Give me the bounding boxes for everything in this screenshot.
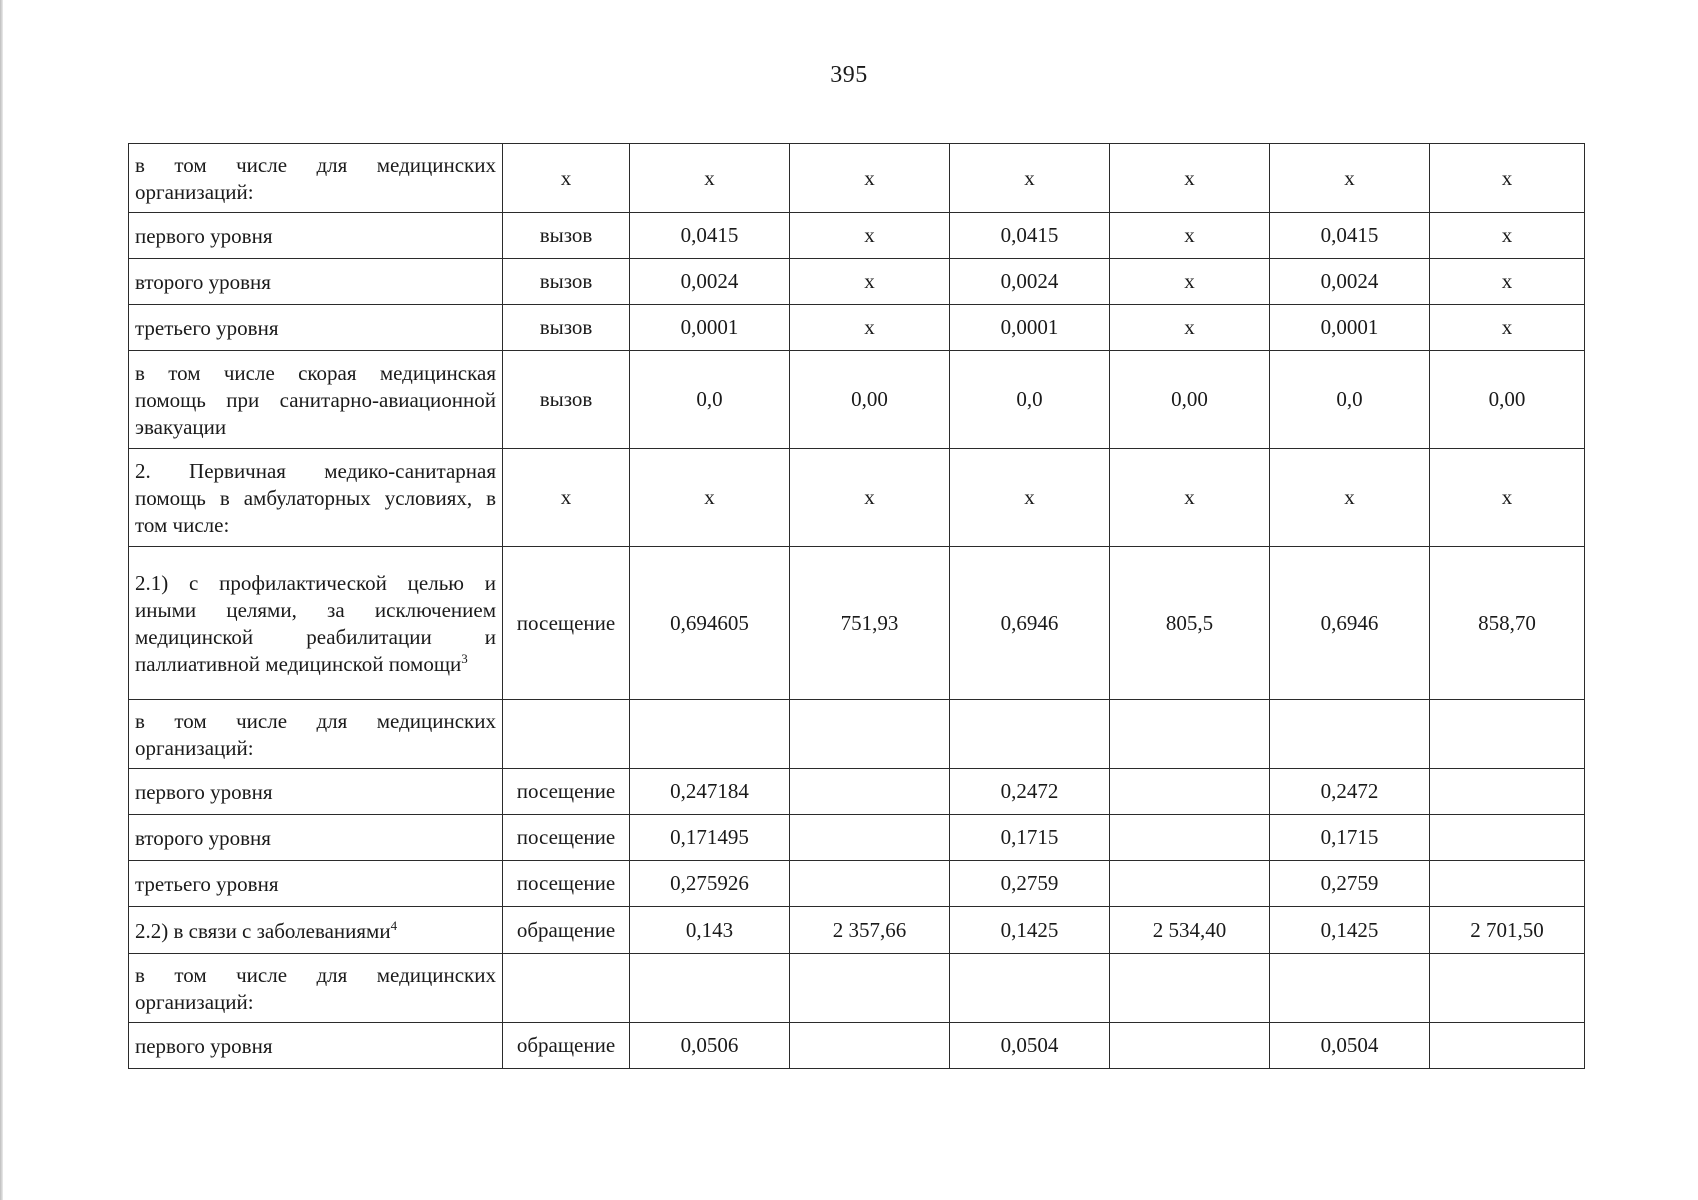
value-cell: 0,2472 [1270,769,1430,815]
value-cell: 0,0415 [630,213,790,259]
value-cell: 805,5 [1110,547,1270,700]
unit-cell: посещение [503,815,630,861]
row-name-cell [129,259,503,305]
row-name: 2.2) в связи с заболеваниями [135,918,391,943]
value-cell: 751,93 [790,547,950,700]
value-cell: х [790,213,950,259]
table-row [129,907,1585,954]
value-cell: 2 534,40 [1110,907,1270,954]
value-cell: 0,2759 [1270,861,1430,907]
unit-cell: обращение [503,907,630,954]
row-name-cell [129,305,503,351]
value-cell: 0,247184 [630,769,790,815]
unit-cell: вызов [503,351,630,449]
value-cell: х [1270,449,1430,547]
row-name: в том числе скорая медицинская помощь при санитарно-авиационной эвакуации [135,361,496,439]
value-cell [790,954,950,1023]
row-name: первого уровня [135,224,273,248]
value-cell: 0,0 [1270,351,1430,449]
table-row [129,861,1585,907]
table-row [129,305,1585,351]
value-cell: х [1270,144,1430,213]
value-cell [1110,769,1270,815]
unit-cell: х [503,449,630,547]
value-cell [1430,861,1585,907]
row-name-cell [129,1023,503,1069]
unit-cell [503,954,630,1023]
unit-cell: х [503,144,630,213]
value-cell [1270,700,1430,769]
unit-cell [503,700,630,769]
unit-cell: вызов [503,305,630,351]
value-cell [1110,700,1270,769]
footnote-marker: 3 [461,651,468,666]
row-name: первого уровня [135,1034,273,1058]
value-cell: 0,143 [630,907,790,954]
value-cell: 0,00 [1430,351,1585,449]
row-name: третьего уровня [135,316,279,340]
table-row [129,1023,1585,1069]
unit-cell: посещение [503,547,630,700]
row-name-cell [129,954,503,1023]
page-edge [0,0,3,1200]
value-cell: 0,0024 [950,259,1110,305]
value-cell: 0,0504 [1270,1023,1430,1069]
value-cell: х [1430,144,1585,213]
table-row [129,259,1585,305]
value-cell [1270,954,1430,1023]
value-cell [1110,861,1270,907]
value-cell: 0,0001 [630,305,790,351]
value-cell: 0,1715 [1270,815,1430,861]
value-cell: х [950,144,1110,213]
row-name-cell [129,144,503,213]
value-cell [1110,815,1270,861]
value-cell [1430,815,1585,861]
value-cell: х [1430,449,1585,547]
value-cell: х [1110,305,1270,351]
value-cell: 0,0504 [950,1023,1110,1069]
footnote-marker: 4 [390,917,398,933]
value-cell: 0,1425 [1270,907,1430,954]
row-name: второго уровня [135,826,271,850]
value-cell: 0,0001 [950,305,1110,351]
value-cell: 0,00 [1110,351,1270,449]
norms-table [128,143,1585,1069]
row-name-cell [129,815,503,861]
value-cell: х [790,305,950,351]
value-cell [790,700,950,769]
value-cell: х [950,449,1110,547]
value-cell: 0,00 [790,351,950,449]
value-cell [950,700,1110,769]
value-cell: 0,6946 [950,547,1110,700]
value-cell: 0,0 [630,351,790,449]
row-name: в том числе для медицинских организаций: [135,709,496,760]
value-cell: 858,70 [1430,547,1585,700]
table-row [129,213,1585,259]
value-cell: 0,0415 [1270,213,1430,259]
row-name: первого уровня [135,780,273,804]
row-name-cell [129,547,503,700]
row-name-cell [129,449,503,547]
value-cell: 0,0415 [950,213,1110,259]
row-name: третьего уровня [135,872,279,896]
value-cell [1430,1023,1585,1069]
row-name: второго уровня [135,270,271,294]
row-name-cell [129,213,503,259]
value-cell: 0,171495 [630,815,790,861]
table-row [129,769,1585,815]
value-cell: х [1430,213,1585,259]
value-cell: 0,275926 [630,861,790,907]
value-cell [1430,769,1585,815]
row-name: 2.1) с профилактической целью и иными целями, за исключением медицинской реабилитации и паллиативной медицинской помощи [135,571,496,676]
value-cell: 2 357,66 [790,907,950,954]
table-row [129,700,1585,769]
row-name: 2. Первичная медико-санитарная помощь в амбулаторных условиях, в том числе: [135,459,496,537]
table-row [129,144,1585,213]
unit-cell: обращение [503,1023,630,1069]
value-cell: 0,1715 [950,815,1110,861]
value-cell [950,954,1110,1023]
unit-cell: вызов [503,259,630,305]
value-cell: 0,0506 [630,1023,790,1069]
value-cell: 0,1425 [950,907,1110,954]
table-row [129,449,1585,547]
value-cell: 0,2472 [950,769,1110,815]
value-cell [790,815,950,861]
value-cell: х [1110,449,1270,547]
table-row [129,954,1585,1023]
value-cell: х [1110,259,1270,305]
row-name-cell [129,907,503,954]
row-name-cell [129,351,503,449]
value-cell: 2 701,50 [1430,907,1585,954]
value-cell: х [630,144,790,213]
value-cell [1430,954,1585,1023]
value-cell: 0,0024 [630,259,790,305]
value-cell: х [1430,259,1585,305]
unit-cell: посещение [503,769,630,815]
value-cell: 0,6946 [1270,547,1430,700]
value-cell: 0,694605 [630,547,790,700]
unit-cell: посещение [503,861,630,907]
value-cell: 0,0 [950,351,1110,449]
value-cell: х [1430,305,1585,351]
value-cell: х [790,449,950,547]
value-cell: х [790,144,950,213]
value-cell [1430,700,1585,769]
value-cell: 0,2759 [950,861,1110,907]
page-number: 395 [830,62,868,88]
unit-cell: вызов [503,213,630,259]
row-name: в том числе для медицинских организаций: [135,153,496,204]
value-cell: х [630,449,790,547]
table-row [129,351,1585,449]
table-row [129,547,1585,700]
value-cell [790,769,950,815]
row-name-cell [129,769,503,815]
value-cell [1110,1023,1270,1069]
value-cell: 0,0001 [1270,305,1430,351]
value-cell [790,1023,950,1069]
row-name-cell [129,861,503,907]
row-name: в том числе для медицинских организаций: [135,963,496,1014]
value-cell [630,700,790,769]
value-cell: х [1110,213,1270,259]
value-cell [1110,954,1270,1023]
value-cell: 0,0024 [1270,259,1430,305]
value-cell: х [1110,144,1270,213]
value-cell [790,861,950,907]
row-name-cell [129,700,503,769]
value-cell [630,954,790,1023]
value-cell: х [790,259,950,305]
table-row [129,815,1585,861]
